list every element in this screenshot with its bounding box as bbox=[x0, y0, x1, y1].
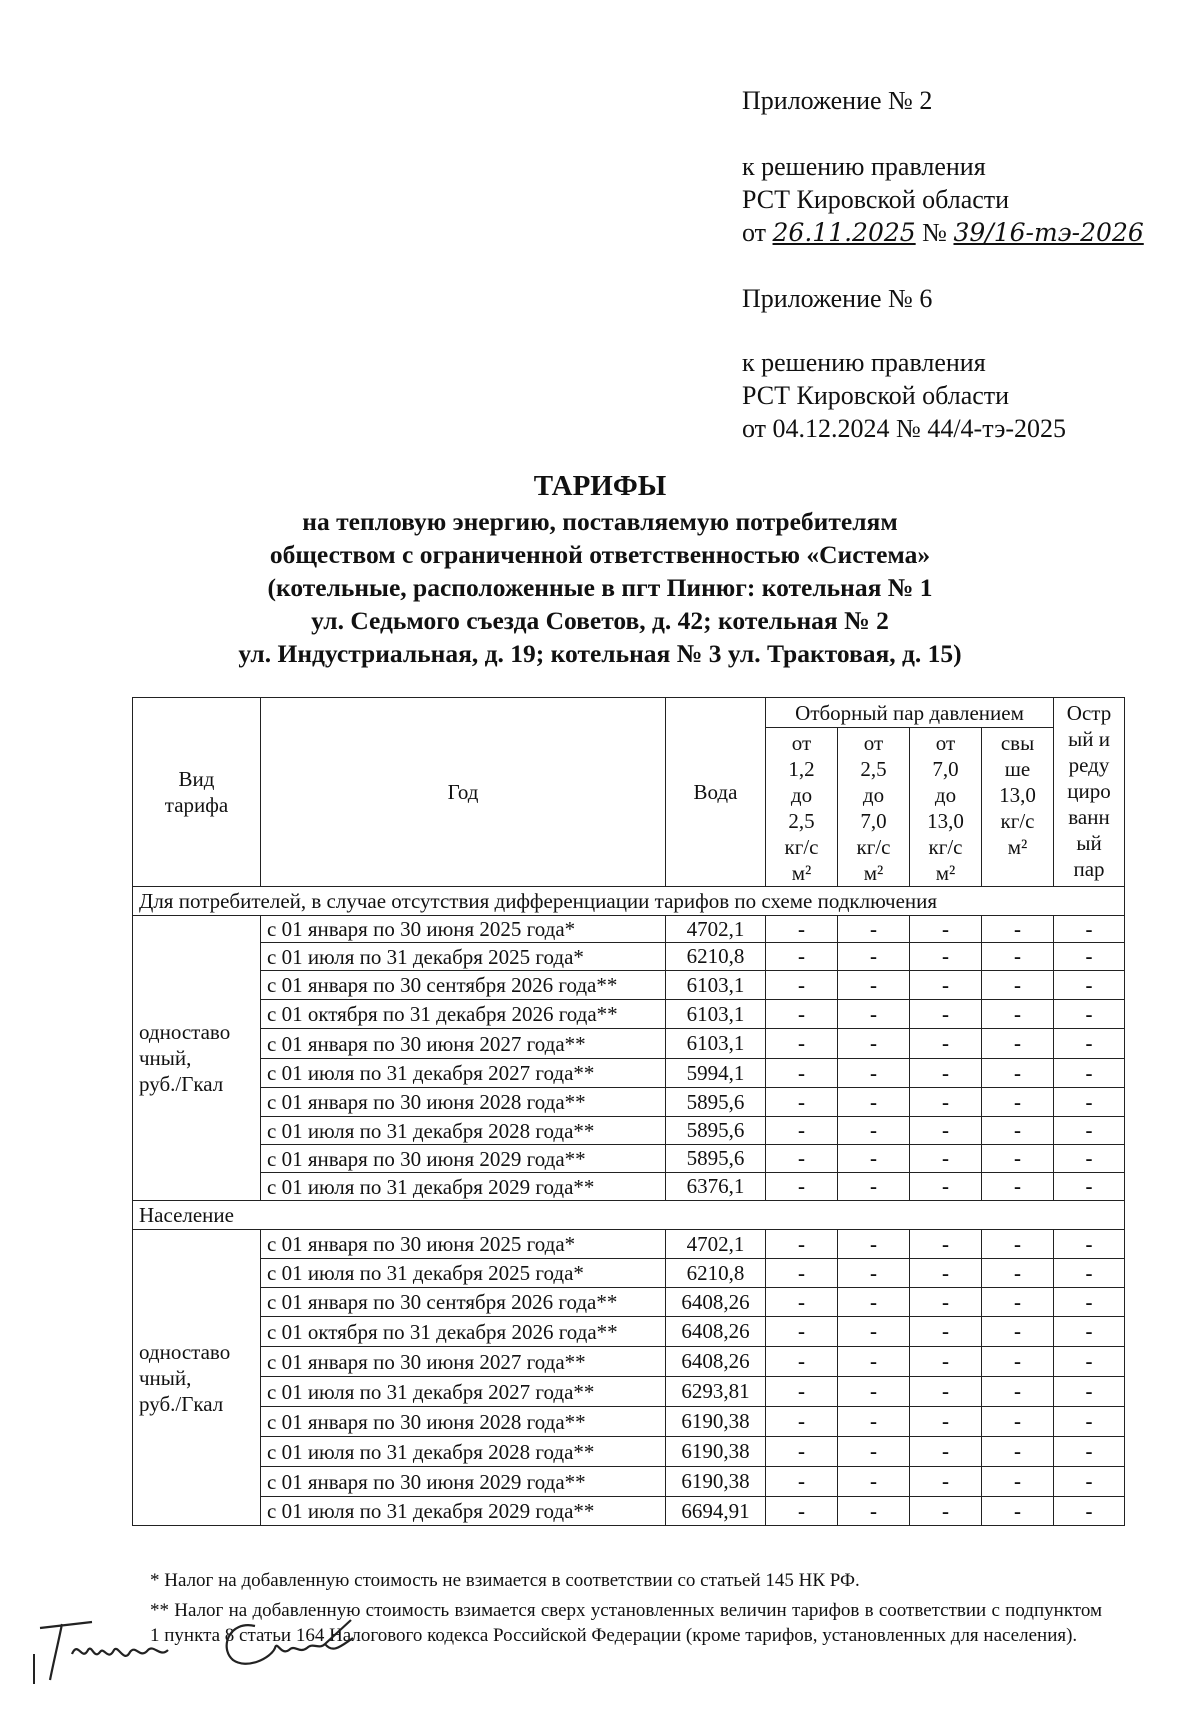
steam-tariff-cell: - bbox=[910, 1259, 982, 1288]
period-cell: с 01 января по 30 июня 2029 года** bbox=[261, 1145, 666, 1173]
period-cell: с 01 июля по 31 декабря 2028 года** bbox=[261, 1437, 666, 1467]
water-tariff-cell: 6190,38 bbox=[666, 1467, 766, 1497]
col-header-steam-1 bbox=[766, 728, 838, 887]
document-title bbox=[0, 470, 1200, 670]
water-tariff-cell: 5895,6 bbox=[666, 1088, 766, 1117]
table-row bbox=[133, 1407, 1125, 1437]
steam-tariff-cell: - bbox=[1054, 1117, 1125, 1145]
steam-header-line: 13,0 bbox=[927, 809, 964, 833]
steam-header-line: до bbox=[934, 783, 957, 807]
col-header-water: Вода bbox=[666, 698, 766, 887]
col-header-steam-group: Отборный пар давлением bbox=[766, 698, 1054, 728]
title-line: (котельные, расположенные в пгт Пинюг: котельная № 1 bbox=[267, 573, 933, 602]
col-header-steam-4 bbox=[982, 728, 1054, 887]
steam-tariff-cell: - bbox=[910, 1230, 982, 1259]
section-label: Население bbox=[133, 1201, 1125, 1230]
steam-header-line: 7,0 bbox=[932, 757, 959, 781]
steam-tariff-cell: - bbox=[766, 1230, 838, 1259]
table-row bbox=[133, 1088, 1125, 1117]
authority-line: РСТ Кировской области bbox=[742, 185, 1010, 214]
steam-tariff-cell: - bbox=[982, 1317, 1054, 1347]
steam-tariff-cell: - bbox=[838, 1230, 910, 1259]
period-cell: с 01 января по 30 июня 2025 года* bbox=[261, 916, 666, 943]
water-tariff-cell: 6190,38 bbox=[666, 1407, 766, 1437]
period-cell: с 01 июля по 31 декабря 2025 года* bbox=[261, 943, 666, 971]
period-cell: с 01 января по 30 июня 2025 года* bbox=[261, 1230, 666, 1259]
steam-tariff-cell: - bbox=[982, 1407, 1054, 1437]
steam-header-line: от bbox=[863, 731, 884, 755]
steam-tariff-cell: - bbox=[1054, 971, 1125, 1000]
steam-tariff-cell: - bbox=[838, 1117, 910, 1145]
handwritten-number: 39/16-тэ-2026 bbox=[953, 218, 1144, 247]
steam-tariff-cell: - bbox=[910, 1173, 982, 1201]
steam-tariff-cell: - bbox=[838, 1000, 910, 1029]
period-cell: с 01 июля по 31 декабря 2027 года** bbox=[261, 1377, 666, 1407]
table-row bbox=[133, 1117, 1125, 1145]
steam-tariff-cell: - bbox=[766, 1088, 838, 1117]
steam-tariff-cell: - bbox=[766, 1288, 838, 1317]
steam-tariff-cell: - bbox=[838, 1467, 910, 1497]
sharp-steam-header-line: циро bbox=[1067, 779, 1111, 803]
steam-tariff-cell: - bbox=[982, 1117, 1054, 1145]
steam-tariff-cell: - bbox=[910, 1377, 982, 1407]
steam-header-line: кг/с bbox=[928, 835, 963, 859]
steam-tariff-cell: - bbox=[982, 1029, 1054, 1059]
steam-tariff-cell: - bbox=[910, 971, 982, 1000]
steam-tariff-cell: - bbox=[1054, 1407, 1125, 1437]
steam-tariff-cell: - bbox=[910, 1467, 982, 1497]
steam-tariff-cell: - bbox=[910, 916, 982, 943]
steam-tariff-cell: - bbox=[982, 1088, 1054, 1117]
table-row bbox=[133, 1288, 1125, 1317]
water-tariff-cell: 6694,91 bbox=[666, 1497, 766, 1526]
table-row bbox=[133, 971, 1125, 1000]
water-tariff-cell: 6376,1 bbox=[666, 1173, 766, 1201]
tariff-type-line: чный, bbox=[139, 1046, 192, 1070]
steam-tariff-cell: - bbox=[982, 1288, 1054, 1317]
water-tariff-cell: 6408,26 bbox=[666, 1347, 766, 1377]
steam-tariff-cell: - bbox=[838, 1088, 910, 1117]
steam-tariff-cell: - bbox=[766, 1437, 838, 1467]
steam-tariff-cell: - bbox=[766, 1407, 838, 1437]
steam-tariff-cell: - bbox=[838, 1347, 910, 1377]
appendix-6-title: Приложение № 6 bbox=[742, 284, 933, 313]
footnote-vat-extra: ** Налог на добавленную стоимость взимается сверх установленных величин тарифов в соответствии с подпунктом 1 пункта 8 статьи 164 Налогового кодекса Российской Федерации (кроме тарифов, установленных для населения). bbox=[150, 1600, 1102, 1646]
water-tariff-cell: 6293,81 bbox=[666, 1377, 766, 1407]
title-line: на тепловую энергию, поставляемую потребителям bbox=[302, 507, 898, 536]
sharp-steam-header-line: ванн bbox=[1068, 805, 1110, 829]
steam-tariff-cell: - bbox=[766, 1259, 838, 1288]
steam-tariff-cell: - bbox=[838, 1288, 910, 1317]
table-row bbox=[133, 1145, 1125, 1173]
steam-tariff-cell: - bbox=[766, 1467, 838, 1497]
steam-tariff-cell: - bbox=[982, 971, 1054, 1000]
table-row bbox=[133, 1437, 1125, 1467]
col-header-vid bbox=[133, 698, 261, 887]
water-tariff-cell: 5895,6 bbox=[666, 1117, 766, 1145]
steam-tariff-cell: - bbox=[982, 1145, 1054, 1173]
period-cell: с 01 января по 30 июня 2029 года** bbox=[261, 1467, 666, 1497]
steam-tariff-cell: - bbox=[766, 1377, 838, 1407]
steam-header-line: 13,0 bbox=[999, 783, 1036, 807]
steam-tariff-cell: - bbox=[982, 1467, 1054, 1497]
steam-tariff-cell: - bbox=[1054, 1288, 1125, 1317]
sharp-steam-header-line: ый и bbox=[1068, 727, 1110, 751]
col-header-sharp-steam bbox=[1054, 698, 1125, 887]
period-cell: с 01 января по 30 июня 2027 года** bbox=[261, 1029, 666, 1059]
tariff-type-line: одноставо bbox=[139, 1339, 231, 1364]
section-row bbox=[133, 887, 1125, 916]
title-line: обществом с ограниченной ответственностью «Система» bbox=[269, 540, 931, 569]
period-cell: с 01 июля по 31 декабря 2028 года** bbox=[261, 1117, 666, 1145]
section-row bbox=[133, 1201, 1125, 1230]
steam-tariff-cell: - bbox=[910, 1117, 982, 1145]
steam-header-line: м² bbox=[1007, 835, 1028, 859]
tariff-type-line: руб./Гкал bbox=[139, 1072, 224, 1096]
steam-tariff-cell: - bbox=[982, 1000, 1054, 1029]
steam-tariff-cell: - bbox=[1054, 1377, 1125, 1407]
steam-tariff-cell: - bbox=[766, 1317, 838, 1347]
steam-tariff-cell: - bbox=[910, 1145, 982, 1173]
steam-tariff-cell: - bbox=[838, 943, 910, 971]
tariff-type-line: руб./Гкал bbox=[139, 1391, 224, 1416]
water-tariff-cell: 6408,26 bbox=[666, 1317, 766, 1347]
steam-tariff-cell: - bbox=[910, 1029, 982, 1059]
steam-tariff-cell: - bbox=[910, 1317, 982, 1347]
steam-tariff-cell: - bbox=[982, 1497, 1054, 1526]
steam-tariff-cell: - bbox=[766, 1497, 838, 1526]
water-tariff-cell: 6210,8 bbox=[666, 943, 766, 971]
col-header-steam-3 bbox=[910, 728, 982, 887]
steam-tariff-cell: - bbox=[766, 1173, 838, 1201]
steam-tariff-cell: - bbox=[838, 1059, 910, 1088]
tariff-type-line: чный, bbox=[139, 1365, 192, 1390]
tariff-type-cell bbox=[133, 1230, 261, 1526]
decision-date-number: от 26.11.2025 № 39/16-тэ-2026 bbox=[742, 218, 1144, 247]
steam-tariff-cell: - bbox=[766, 971, 838, 1000]
steam-tariff-cell: - bbox=[838, 1407, 910, 1437]
water-tariff-cell: 6408,26 bbox=[666, 1288, 766, 1317]
steam-tariff-cell: - bbox=[766, 943, 838, 971]
steam-header-line: ше bbox=[1004, 757, 1031, 781]
water-tariff-cell: 6103,1 bbox=[666, 1029, 766, 1059]
table-row bbox=[133, 1497, 1125, 1526]
table-row bbox=[133, 1000, 1125, 1029]
tariff-type-cell bbox=[133, 916, 261, 1201]
col-header-year: Год bbox=[261, 698, 666, 887]
table-row bbox=[133, 1317, 1125, 1347]
steam-tariff-cell: - bbox=[766, 1347, 838, 1377]
authority-line: РСТ Кировской области bbox=[742, 381, 1010, 410]
steam-header-line: 2,5 bbox=[788, 809, 815, 833]
period-cell: с 01 октября по 31 декабря 2026 года** bbox=[261, 1000, 666, 1029]
period-cell: с 01 января по 30 июня 2028 года** bbox=[261, 1407, 666, 1437]
steam-header-line: до bbox=[862, 783, 885, 807]
steam-tariff-cell: - bbox=[982, 1377, 1054, 1407]
water-tariff-cell: 6103,1 bbox=[666, 1000, 766, 1029]
sharp-steam-header-line: пар bbox=[1073, 857, 1105, 881]
steam-tariff-cell: - bbox=[838, 1437, 910, 1467]
table-row bbox=[133, 916, 1125, 943]
steam-header-line: от bbox=[935, 731, 956, 755]
steam-header-line: свы bbox=[1000, 731, 1035, 755]
steam-tariff-cell: - bbox=[1054, 1317, 1125, 1347]
steam-tariff-cell: - bbox=[838, 916, 910, 943]
steam-tariff-cell: - bbox=[838, 1259, 910, 1288]
steam-tariff-cell: - bbox=[1054, 1000, 1125, 1029]
table-row bbox=[133, 943, 1125, 971]
steam-tariff-cell: - bbox=[766, 1145, 838, 1173]
steam-tariff-cell: - bbox=[982, 1230, 1054, 1259]
steam-tariff-cell: - bbox=[910, 1000, 982, 1029]
title-subtitle bbox=[0, 505, 1200, 670]
steam-tariff-cell: - bbox=[1054, 1497, 1125, 1526]
steam-tariff-cell: - bbox=[982, 1059, 1054, 1088]
steam-tariff-cell: - bbox=[982, 1437, 1054, 1467]
table-row bbox=[133, 1259, 1125, 1288]
steam-tariff-cell: - bbox=[838, 1317, 910, 1347]
table-row bbox=[133, 1377, 1125, 1407]
handwritten-signature-icon bbox=[215, 1610, 365, 1680]
period-cell: с 01 января по 30 сентября 2026 года** bbox=[261, 971, 666, 1000]
steam-tariff-cell: - bbox=[1054, 1145, 1125, 1173]
title-line: ул. Индустриальная, д. 19; котельная № 3 ул. Трактовая, д. 15) bbox=[238, 639, 962, 668]
period-cell: с 01 января по 30 июня 2028 года** bbox=[261, 1088, 666, 1117]
steam-tariff-cell: - bbox=[1054, 943, 1125, 971]
steam-tariff-cell: - bbox=[838, 1029, 910, 1059]
period-cell: с 01 июля по 31 декабря 2029 года** bbox=[261, 1497, 666, 1526]
decision-line: к решению правления bbox=[742, 348, 986, 377]
steam-tariff-cell: - bbox=[1054, 1259, 1125, 1288]
appendix-6-block bbox=[742, 282, 932, 315]
steam-tariff-cell: - bbox=[1054, 1467, 1125, 1497]
steam-tariff-cell: - bbox=[1054, 916, 1125, 943]
steam-header-line: м² bbox=[935, 861, 956, 885]
section-label: Для потребителей, в случае отсутствия дифференциации тарифов по схеме подключения bbox=[133, 887, 1125, 916]
steam-tariff-cell: - bbox=[910, 1347, 982, 1377]
steam-tariff-cell: - bbox=[766, 1029, 838, 1059]
steam-tariff-cell: - bbox=[910, 1088, 982, 1117]
sharp-steam-header-line: реду bbox=[1068, 753, 1110, 777]
water-tariff-cell: 4702,1 bbox=[666, 916, 766, 943]
steam-tariff-cell: - bbox=[838, 1145, 910, 1173]
table-row bbox=[133, 1467, 1125, 1497]
handwritten-signature-icon bbox=[32, 1610, 202, 1690]
steam-tariff-cell: - bbox=[1054, 1230, 1125, 1259]
appendix-6-decision bbox=[742, 346, 1066, 445]
vid-header-line: Вид bbox=[178, 767, 215, 791]
steam-tariff-cell: - bbox=[910, 1437, 982, 1467]
steam-header-line: кг/с bbox=[856, 835, 891, 859]
handwritten-date: 26.11.2025 bbox=[772, 218, 916, 247]
steam-tariff-cell: - bbox=[838, 1173, 910, 1201]
steam-header-line: 7,0 bbox=[860, 809, 887, 833]
footnote-vat-exempt: * Налог на добавленную стоимость не взимается в соответствии со статьей 145 НК РФ. bbox=[150, 1570, 860, 1591]
steam-tariff-cell: - bbox=[766, 1117, 838, 1145]
steam-tariff-cell: - bbox=[838, 971, 910, 1000]
period-cell: с 01 июля по 31 декабря 2027 года** bbox=[261, 1059, 666, 1088]
water-tariff-cell: 5895,6 bbox=[666, 1145, 766, 1173]
appendix-2-title: Приложение № 2 bbox=[742, 86, 933, 115]
steam-tariff-cell: - bbox=[982, 1173, 1054, 1201]
sharp-steam-header-line: ый bbox=[1076, 831, 1102, 855]
steam-header-line: 2,5 bbox=[860, 757, 887, 781]
steam-tariff-cell: - bbox=[1054, 1029, 1125, 1059]
title-main: ТАРИФЫ bbox=[533, 470, 667, 502]
table-row bbox=[133, 1029, 1125, 1059]
water-tariff-cell: 6190,38 bbox=[666, 1437, 766, 1467]
table-row bbox=[133, 1230, 1125, 1259]
steam-tariff-cell: - bbox=[766, 916, 838, 943]
water-tariff-cell: 5994,1 bbox=[666, 1059, 766, 1088]
steam-tariff-cell: - bbox=[1054, 1347, 1125, 1377]
water-tariff-cell: 4702,1 bbox=[666, 1230, 766, 1259]
steam-tariff-cell: - bbox=[766, 1000, 838, 1029]
sharp-steam-header-line: Остр bbox=[1066, 701, 1112, 725]
decision-line: к решению правления bbox=[742, 152, 986, 181]
table-row bbox=[133, 1059, 1125, 1088]
steam-tariff-cell: - bbox=[838, 1377, 910, 1407]
steam-tariff-cell: - bbox=[838, 1497, 910, 1526]
period-cell: с 01 октября по 31 декабря 2026 года** bbox=[261, 1317, 666, 1347]
steam-header-line: м² bbox=[863, 861, 884, 885]
vid-header-line: тарифа bbox=[164, 793, 229, 817]
steam-tariff-cell: - bbox=[1054, 1173, 1125, 1201]
steam-header-line: от bbox=[791, 731, 812, 755]
steam-tariff-cell: - bbox=[766, 1059, 838, 1088]
steam-tariff-cell: - bbox=[982, 943, 1054, 971]
steam-tariff-cell: - bbox=[910, 1059, 982, 1088]
steam-header-line: кг/с bbox=[784, 835, 819, 859]
period-cell: с 01 января по 30 сентября 2026 года** bbox=[261, 1288, 666, 1317]
appendix-2-block bbox=[742, 84, 932, 117]
steam-tariff-cell: - bbox=[1054, 1059, 1125, 1088]
steam-tariff-cell: - bbox=[910, 1407, 982, 1437]
steam-header-line: 1,2 bbox=[788, 757, 815, 781]
steam-tariff-cell: - bbox=[1054, 1437, 1125, 1467]
water-tariff-cell: 6103,1 bbox=[666, 971, 766, 1000]
tariff-type-line: одноставо bbox=[139, 1020, 231, 1044]
period-cell: с 01 июля по 31 декабря 2029 года** bbox=[261, 1173, 666, 1201]
water-tariff-cell: 6210,8 bbox=[666, 1259, 766, 1288]
steam-tariff-cell: - bbox=[910, 1497, 982, 1526]
steam-header-line: до bbox=[790, 783, 813, 807]
steam-tariff-cell: - bbox=[910, 1288, 982, 1317]
table-row bbox=[133, 1347, 1125, 1377]
steam-tariff-cell: - bbox=[982, 1347, 1054, 1377]
steam-tariff-cell: - bbox=[982, 916, 1054, 943]
steam-tariff-cell: - bbox=[982, 1259, 1054, 1288]
steam-tariff-cell: - bbox=[1054, 1088, 1125, 1117]
steam-header-line: кг/с bbox=[1000, 809, 1035, 833]
table-row bbox=[133, 1173, 1125, 1201]
decision-date-number: от 04.12.2024 № 44/4-тэ-2025 bbox=[742, 414, 1067, 443]
col-header-steam-2 bbox=[838, 728, 910, 887]
appendix-2-decision bbox=[742, 150, 1144, 249]
period-cell: с 01 января по 30 июня 2027 года** bbox=[261, 1347, 666, 1377]
period-cell: с 01 июля по 31 декабря 2025 года* bbox=[261, 1259, 666, 1288]
steam-header-line: м² bbox=[791, 861, 812, 885]
title-line: ул. Седьмого съезда Советов, д. 42; котельная № 2 bbox=[311, 606, 889, 635]
steam-tariff-cell: - bbox=[910, 943, 982, 971]
tariff-table bbox=[132, 697, 1125, 1526]
